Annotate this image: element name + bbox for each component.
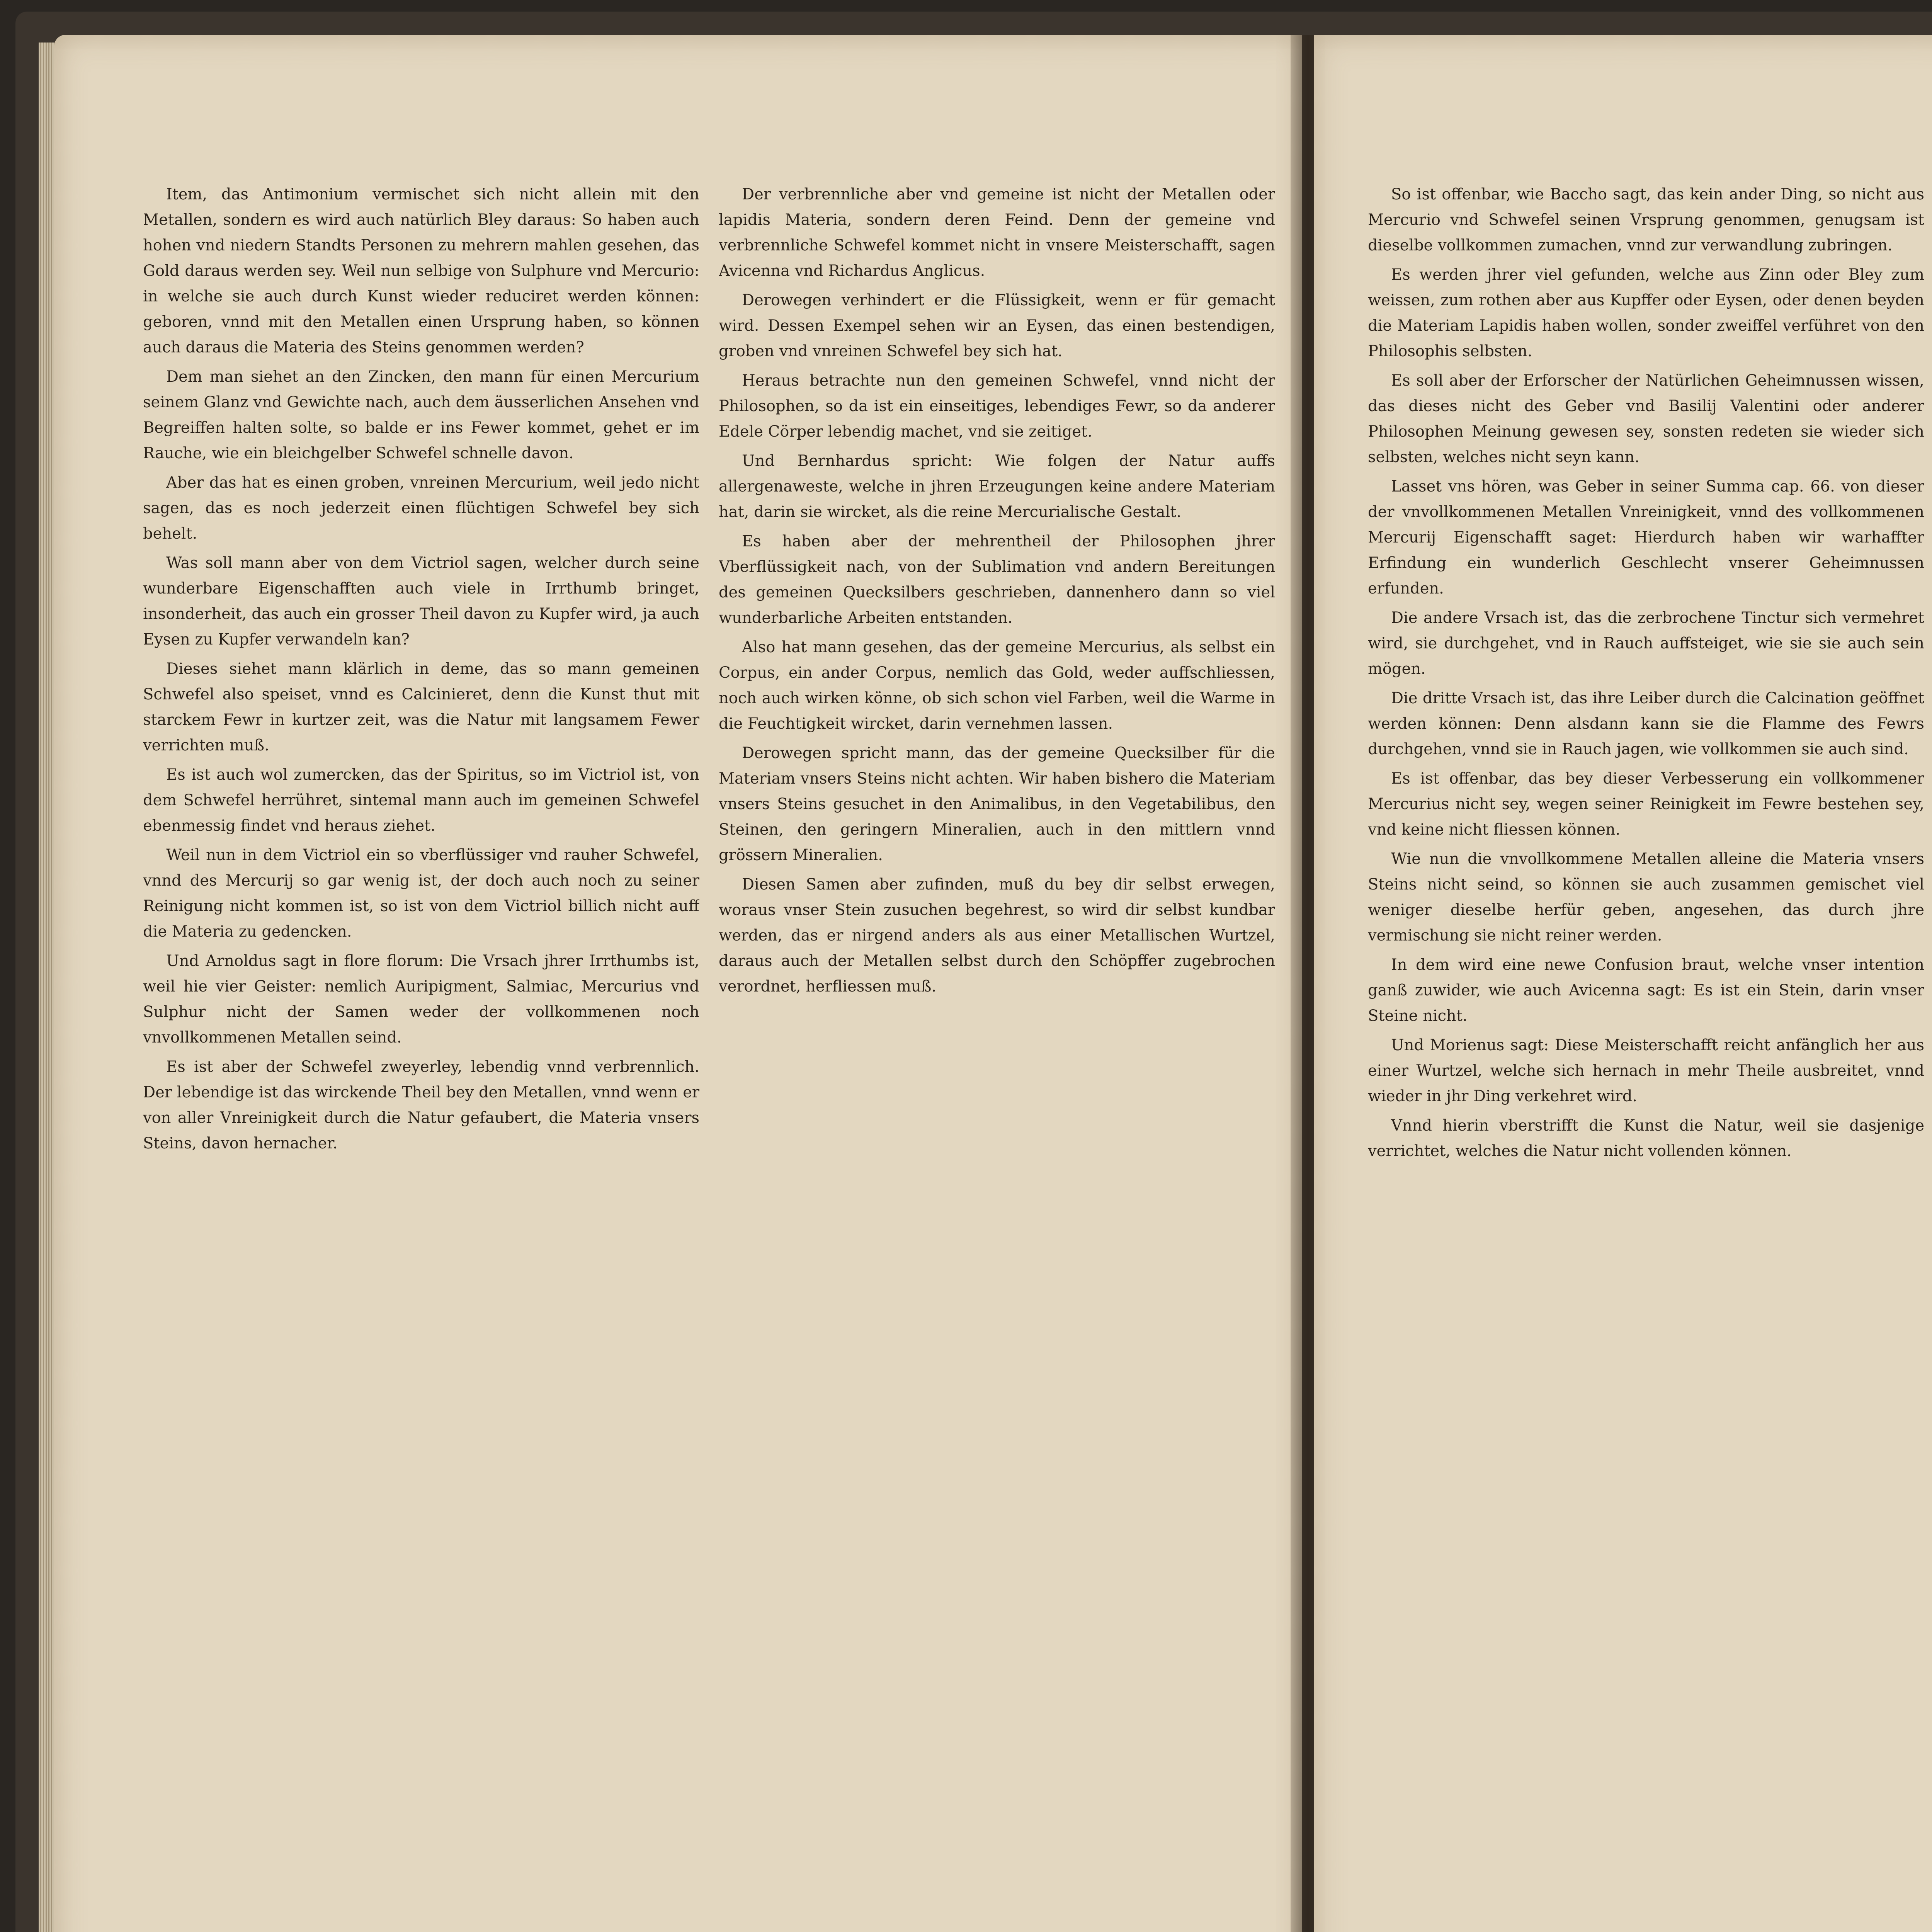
- paragraph: Derowegen verhindert er die Flüssigkeit, wenn er für gemacht wird. Dessen Exempel sehen wir an Eysen, das einen bestendigen, groben vnd vnreinen Schwefel bey sich hat.: [719, 291, 1275, 360]
- paragraph: Aber das hat es einen groben, vnreinen Mercurium, weil jedo nicht sagen, das es noch jederzeit einen flüchtigen Schwefel bey sich behelt.: [143, 474, 699, 543]
- right-page: [1314, 35, 1932, 1932]
- paragraph: Die dritte Vrsach ist, das ihre Leiber durch die Calcination geöffnet werden können: Denn alsdann kann sie die Flamme des Fewrs durchgehen, vnnd sie in Rauch jagen, wie vollkommen sie auch sind.: [1368, 689, 1924, 758]
- left-page-column-1: [143, 182, 699, 1932]
- paragraph: Item, das Antimonium vermischet sich nicht allein mit den Metallen, sondern es wird auch natürlich Bley daraus: So haben auch hohen vnd niedern Standts Personen zu mehrern mahlen gesehen, das Gold daraus werden sey. Weil nun selbige von Sulphure vnd Mercurio: in welche sie auch durch Kunst wieder reduciret werden können: geboren, vnnd mit den Metallen einen Ursprung haben, so können auch daraus die Materia des Steins genommen werden?: [143, 185, 699, 356]
- paragraph: Die andere Vrsach ist, das die zerbrochene Tinctur sich vermehret wird, sie durchgehet, vnd in Rauch auffsteiget, wie sie sie auch sein mögen.: [1368, 609, 1924, 678]
- paragraph: Der verbrennliche aber vnd gemeine ist nicht der Metallen oder lapidis Materia, sondern deren Feind. Denn der gemeine vnd verbrennliche Schwefel kommet nicht in vnsere Meisterschafft, sagen Avicenna vnd Richardus Anglicus.: [719, 185, 1275, 280]
- paragraph: Und Arnoldus sagt in flore florum: Die Vrsach jhrer Irrthumbs ist, weil hie vier Geister: nemlich Auripigment, Salmiac, Mercurius vnd Sulphur nicht der Samen weder der vollkommenen noch vnvollkommenen Metallen seind.: [143, 952, 699, 1046]
- left-page-column-2: [719, 182, 1275, 1932]
- paragraph: Dieses siehet mann klärlich in deme, das so mann gemeinen Schwefel also speiset, vnnd es Calcinieret, denn die Kunst thut mit starckem Fewr in kurtzer zeit, was die Natur mit langsamem Fewer verrichten muß.: [143, 660, 699, 754]
- paragraph: Es werden jhrer viel gefunden, welche aus Zinn oder Bley zum weissen, zum rothen aber aus Kupffer oder Eysen, oder denen beyden die Materiam Lapidis haben wollen, sonder zweiffel verführet von den Philosophis selbsten.: [1368, 266, 1924, 360]
- paragraph: Derowegen spricht mann, das der gemeine Quecksilber für die Materiam vnsers Steins nicht achten. Wir haben bishero die Materiam vnsers Steins gesuchet in den Animalibus, in den Vegetabilibus, den Steinen, den geringern Mineralien, auch in den mittlern vnnd grössern Mineralien.: [719, 744, 1275, 864]
- right-page-column-1: [1368, 182, 1924, 1932]
- paragraph: Es soll aber der Erforscher der Natürlichen Geheimnussen wissen, das dieses nicht des Geber vnd Basilij Valentini oder anderer Philosophen Meinung gewesen sey, sonsten redeten sie wieder sich selbsten, welches nicht seyn kann.: [1368, 372, 1924, 466]
- paragraph: Wie nun die vnvollkommene Metallen alleine die Materia vnsers Steins nicht seind, so können sie auch zusammen gemischet viel weniger dieselbe herfür geben, angesehen, das durch jhre vermischung sie nicht reiner werden.: [1368, 850, 1924, 944]
- left-page: [54, 35, 1302, 1932]
- paragraph: Vnnd hierin vberstrifft die Kunst die Natur, weil sie dasjenige verrichtet, welches die Natur nicht vollenden können.: [1368, 1117, 1924, 1160]
- paragraph: Diesen Samen aber zufinden, muß du bey dir selbst erwegen, woraus vnser Stein zusuchen begehrest, so wird dir selbst kundbar werden, das er nirgend anders als aus einer Metallischen Wurtzel, daraus auch der Metallen selbst durch den Schöpffer zugebrochen verordnet, herfliessen muß.: [719, 876, 1275, 995]
- paragraph: In dem wird eine newe Confusion braut, welche vnser intention ganß zuwider, wie auch Avicenna sagt: Es ist ein Stein, darin vnser Steine nicht.: [1368, 956, 1924, 1025]
- paragraph: Heraus betrachte nun den gemeinen Schwefel, vnnd nicht der Philosophen, so da ist ein einseitiges, lebendiges Fewr, so da anderer Edele Cörper lebendig machet, vnd sie zeitiget.: [719, 372, 1275, 440]
- paragraph: Also hat mann gesehen, das der gemeine Mercurius, als selbst ein Corpus, ein ander Corpus, nemlich das Gold, weder auffschliessen, noch auch wirken könne, ob sich schon viel Farben, weil die Warme in die Feuchtigkeit wircket, darin vernehmen lassen.: [719, 638, 1275, 733]
- paragraph: Und Bernhardus spricht: Wie folgen der Natur auffs allergenaweste, welche in jhren Erzeugungen keine andere Materiam hat, darin sie wircket, als die reine Mercurialische Gestalt.: [719, 452, 1275, 521]
- paragraph: Dem man siehet an den Zincken, den mann für einen Mercurium seinem Glanz vnd Gewichte nach, auch dem äusserlichen Ansehen vnd Begreiffen halten solte, so balde er ins Fewer kommet, gehet er im Rauche, wie ein bleichgelber Schwefel schnelle davon.: [143, 368, 699, 462]
- paragraph: Und Morienus sagt: Diese Meisterschafft reicht anfänglich her aus einer Wurtzel, welche sich hernach in mehr Theile ausbreitet, vnnd wieder in jhr Ding verkehret wird.: [1368, 1036, 1924, 1105]
- paragraph: So ist offenbar, wie Baccho sagt, das kein ander Ding, so nicht aus Mercurio vnd Schwefel seinen Vrsprung genommen, genugsam ist dieselbe vollkommen zumachen, vnnd zur verwandlung zubringen.: [1368, 185, 1924, 254]
- paragraph: Lasset vns hören, was Geber in seiner Summa cap. 66. von dieser der vnvollkommenen Metallen Vnreinigkeit, vnnd des vollkommenen Mercurij Eigenschafft saget: Hierdurch haben wir warhaffter Erfindung ein wunderlich Geschlecht vnserer Geheimnussen erfunden.: [1368, 478, 1924, 597]
- paragraph: Es ist auch wol zumercken, das der Spiritus, so im Victriol ist, von dem Schwefel herrühret, sintemal mann auch im gemeinen Schwefel ebenmessig findet vnd heraus ziehet.: [143, 766, 699, 835]
- paragraph: Was soll mann aber von dem Victriol sagen, welcher durch seine wunderbare Eigenschafften auch viele in Irrthumb bringet, insonderheit, das auch ein grosser Theil davon zu Kupfer wird, ja auch Eysen zu Kupfer verwandeln kan?: [143, 554, 699, 648]
- paragraph: Es ist aber der Schwefel zweyerley, lebendig vnnd verbrennlich. Der lebendige ist das wirckende Theil bey den Metallen, vnnd wenn er von aller Vnreinigkeit durch die Natur gefaubert, die Materia vnsers Steins, davon hernacher.: [143, 1058, 699, 1152]
- paragraph: Es haben aber der mehrentheil der Philosophen jhrer Vberflüssigkeit nach, von der Sublimation vnd andern Bereitungen des gemeinen Quecksilbers geschrieben, dannenhero dann so viel wunderbarliche Arbeiten entstanden.: [719, 532, 1275, 627]
- paragraph: Es ist offenbar, das bey dieser Verbesserung ein vollkommener Mercurius nicht sey, wegen seiner Reinigkeit im Fewre bestehen sey, vnd keine nicht fliessen können.: [1368, 770, 1924, 838]
- paragraph: Weil nun in dem Victriol ein so vberflüssiger vnd rauher Schwefel, vnnd des Mercurij so gar wenig ist, der doch auch noch zu seiner Reinigung nicht kommen ist, so ist von dem Victriol billich nicht auff die Materia zu gedencken.: [143, 846, 699, 940]
- open-book: [15, 12, 1932, 1932]
